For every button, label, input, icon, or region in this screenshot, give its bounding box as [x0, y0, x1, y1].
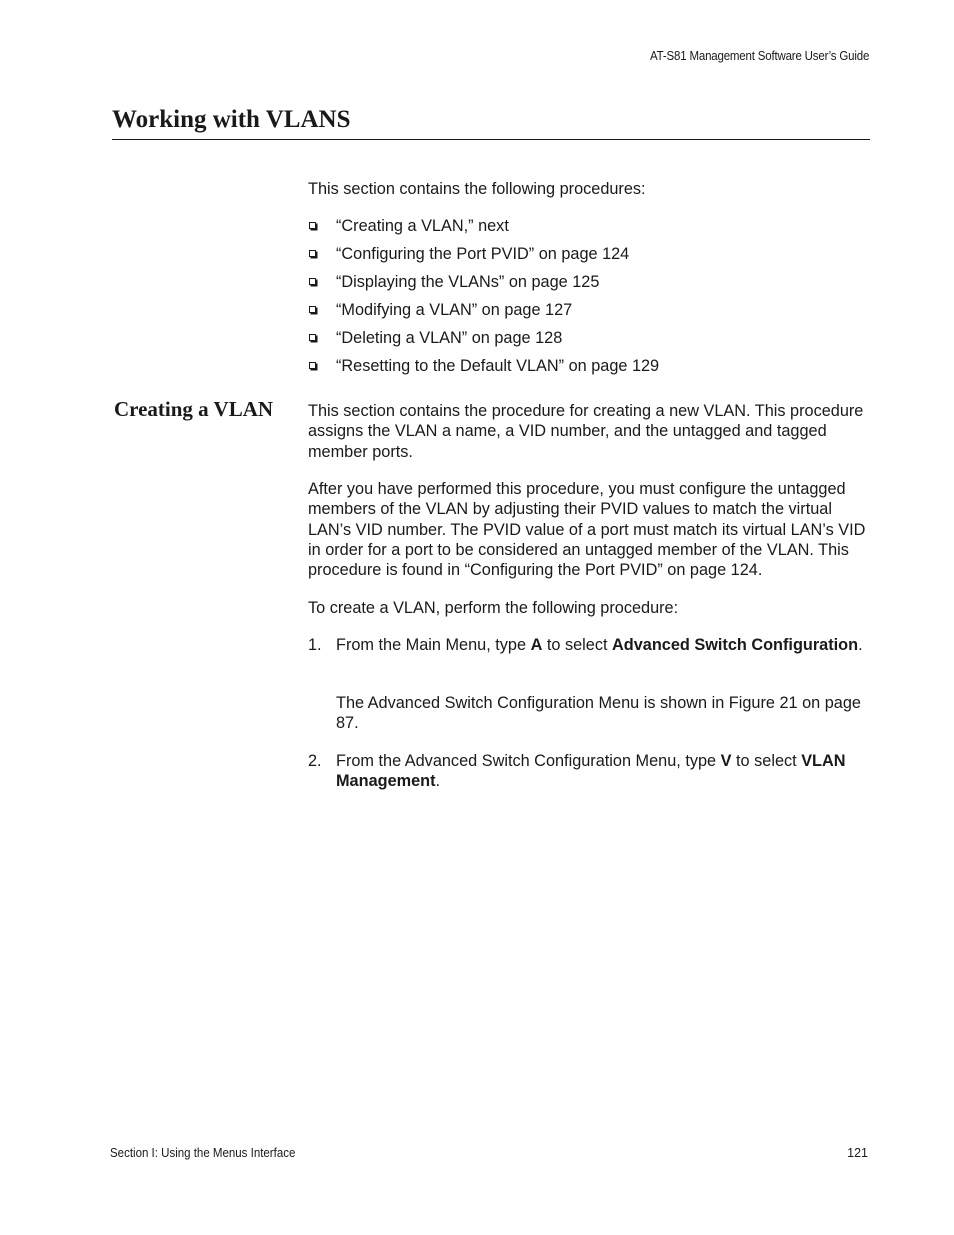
running-header: AT-S81 Management Software User’s Guide [649, 49, 869, 63]
step-1-note: The Advanced Switch Configuration Menu is shown in Figure 21 on page 87. [336, 694, 861, 733]
list-item: “Modifying a VLAN” on page 127 [308, 300, 659, 328]
title-rule [112, 139, 870, 140]
footer-section-label: Section I: Using the Menus Interface [110, 1146, 296, 1160]
section-intro: This section contains the following procedures: [308, 180, 646, 198]
subsection-title: Creating a VLAN [114, 397, 274, 421]
checkbox-bullet-icon [309, 306, 316, 313]
section-title: Working with VLANS [112, 106, 351, 133]
creating-paragraph-3: To create a VLAN, perform the following procedure: [308, 599, 679, 617]
page-number: 121 [847, 1146, 868, 1160]
step-number: 1. [308, 636, 322, 654]
checkbox-bullet-icon [309, 278, 316, 285]
step-1 [308, 635, 873, 655]
step-target: VLAN Management [336, 752, 846, 791]
list-item: “Resetting to the Default VLAN” on page 129 [308, 356, 659, 384]
checkbox-bullet-icon [309, 250, 316, 257]
step-key: V [720, 752, 732, 770]
step-number: 2. [308, 752, 322, 770]
list-item: “Creating a VLAN,” next [308, 216, 659, 244]
step-2 [308, 751, 873, 792]
step-text: From the Advanced Switch Configuration Menu, type V to select VLAN Management. [336, 752, 846, 791]
checkbox-bullet-icon [309, 222, 316, 229]
list-item: “Configuring the Port PVID” on page 124 [308, 244, 659, 272]
list-item: “Deleting a VLAN” on page 128 [308, 328, 659, 356]
step-text: From the Main Menu, type A to select Advanced Switch Configuration. [336, 636, 863, 654]
creating-paragraph-2: After you have performed this procedure, you must configure the untagged members of the VLAN by adjusting their PVID values to match the virtual LAN’s VID number. The PVID value of a port must match its virtual LAN’s VID in order for a port to be considered an untagged member of the VLAN. This procedure is found in “Configuring the Port PVID” on page 124. [308, 480, 866, 580]
checkbox-bullet-icon [309, 362, 316, 369]
step-key: A [530, 636, 543, 654]
step-target: Advanced Switch Configuration [612, 636, 859, 654]
checkbox-bullet-icon [309, 334, 316, 341]
procedure-list [308, 216, 659, 384]
list-item: “Displaying the VLANs” on page 125 [308, 272, 659, 300]
creating-paragraph-1: This section contains the procedure for creating a new VLAN. This procedure assigns the VLAN a name, a VID number, and the untagged and tagged member ports. [308, 402, 864, 461]
